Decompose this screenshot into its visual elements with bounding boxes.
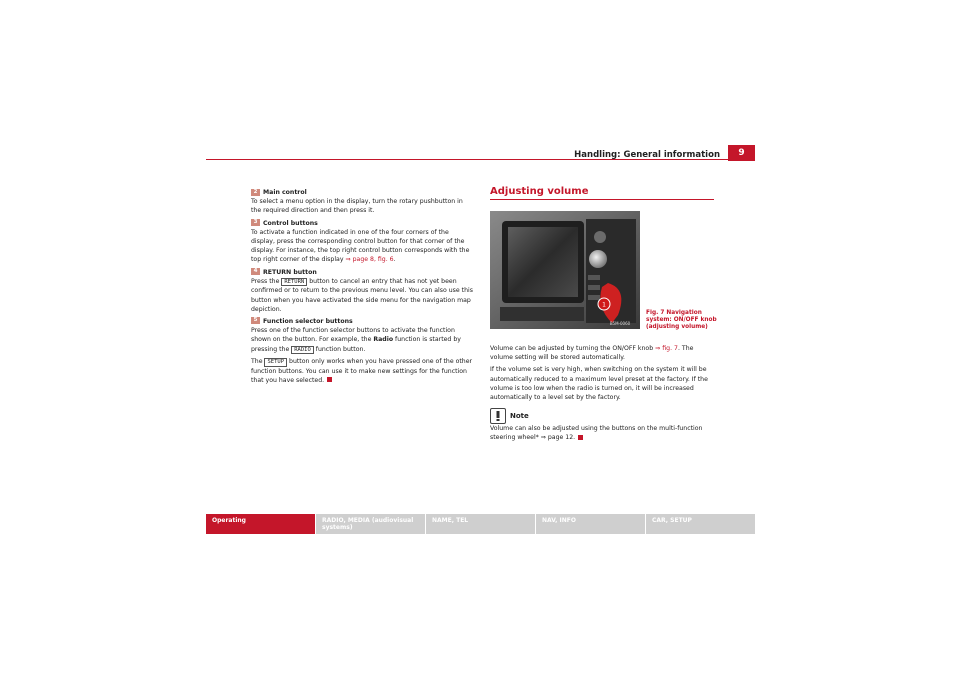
volume-auto-paragraph: If the volume set is very high, when switching on the system it will be automatically reduced to a maximum level preset at the factory. If the volume is too low when the radio is turned on, it will be increased automatically to a level set by the factory.: [490, 366, 708, 402]
item-text: function is started by pressing the: [251, 336, 461, 353]
para-text: . The volume setting will be stored automatically.: [490, 345, 694, 362]
tab-operating[interactable]: Operating: [206, 514, 315, 534]
item-text: function button.: [313, 345, 366, 353]
item-return-button: [251, 268, 473, 314]
setup-paragraph: [251, 357, 473, 385]
figure-caption: Fig. 7 Navigation system: ON/OFF knob (adjusting volume): [646, 310, 717, 330]
note-icon: [490, 408, 506, 424]
svg-text:1: 1: [602, 301, 606, 309]
end-of-section-mark: [578, 435, 583, 440]
para-text: Volume can be adjusted by turning the ON/OFF knob: [490, 345, 656, 352]
item-badge: 2: [251, 189, 260, 196]
figure-code: B5M-0060: [609, 321, 631, 326]
note-block: [490, 408, 716, 442]
item-title: RETURN button: [263, 268, 317, 276]
chapter-tabs: [206, 514, 755, 534]
volume-paragraph: [490, 344, 716, 362]
item-control-buttons: 3 Control buttons To activate a function indicated in one of the four corners of the display, press the corresponding control button for that corner of the display. For instance, the top right control button corresponds with the top right corner of the display ⇒ page 8, fig. 6.: [251, 219, 470, 264]
page-number: 9: [728, 145, 755, 161]
photo-illustration: [490, 211, 640, 329]
tab-radio-media[interactable]: RADIO, MEDIA (audiovisual systems): [315, 514, 425, 534]
item-title: Main control: [263, 189, 307, 196]
right-column: [490, 344, 716, 446]
tab-name-tel[interactable]: NAME, TEL: [425, 514, 535, 534]
item-text: Press one of the function selector buttons to activate the function shown on the button. For example, the: [251, 327, 455, 344]
item-badge: 4: [251, 268, 260, 275]
item-title: Control buttons: [263, 219, 318, 227]
page-reference-link[interactable]: ⇒ page 8, fig. 6: [345, 256, 394, 264]
return-key-label: RETURN: [281, 278, 307, 287]
item-badge: 5: [251, 317, 260, 324]
navigation-system-photo: [490, 211, 640, 329]
end-of-section-mark: [327, 377, 332, 382]
note-title: Note: [510, 412, 529, 421]
section-rule: [490, 199, 714, 200]
radio-bold: Radio: [373, 336, 394, 344]
setup-key-label: SETUP: [264, 358, 287, 367]
tab-nav-info[interactable]: NAV, INFO: [535, 514, 645, 534]
item-main-control: [251, 188, 473, 216]
item-title: Function selector buttons: [263, 317, 353, 325]
page-header-title: Handling: General information: [574, 150, 720, 160]
item-text: To activate a function indicated in one of the four corners of the display, press the corresponding control button for that corner of the display. For instance, the top right control button corresponds with the top right corner of the display: [251, 228, 470, 264]
figure-reference-link[interactable]: ⇒ fig. 7: [655, 345, 678, 352]
note-text: Volume can also be adjusted using the buttons on the multi-function steering wheel* ⇒ page 12.: [490, 425, 703, 442]
tab-car-setup[interactable]: CAR, SETUP: [645, 514, 755, 534]
radio-key-label: RADIO: [291, 346, 314, 355]
item-function-selector: [251, 317, 473, 354]
item-badge: 3: [251, 219, 260, 226]
setup-text: The: [251, 358, 265, 366]
setup-text: button only works when you have pressed one of the other function buttons. You can use it to make new settings for the function that you have selected.: [251, 358, 473, 384]
item-text: To select a menu option in the display, turn the rotary pushbutton in the required direction and then press it.: [251, 198, 463, 215]
item-text: Press the: [251, 277, 282, 285]
item-text: button to cancel an entry that has not yet been confirmed or to return to the previous menu level. You can also use this button when you have activated the side menu for the navigation map depiction.: [251, 277, 473, 313]
left-column: [251, 188, 473, 388]
section-title: Adjusting volume: [490, 186, 589, 197]
